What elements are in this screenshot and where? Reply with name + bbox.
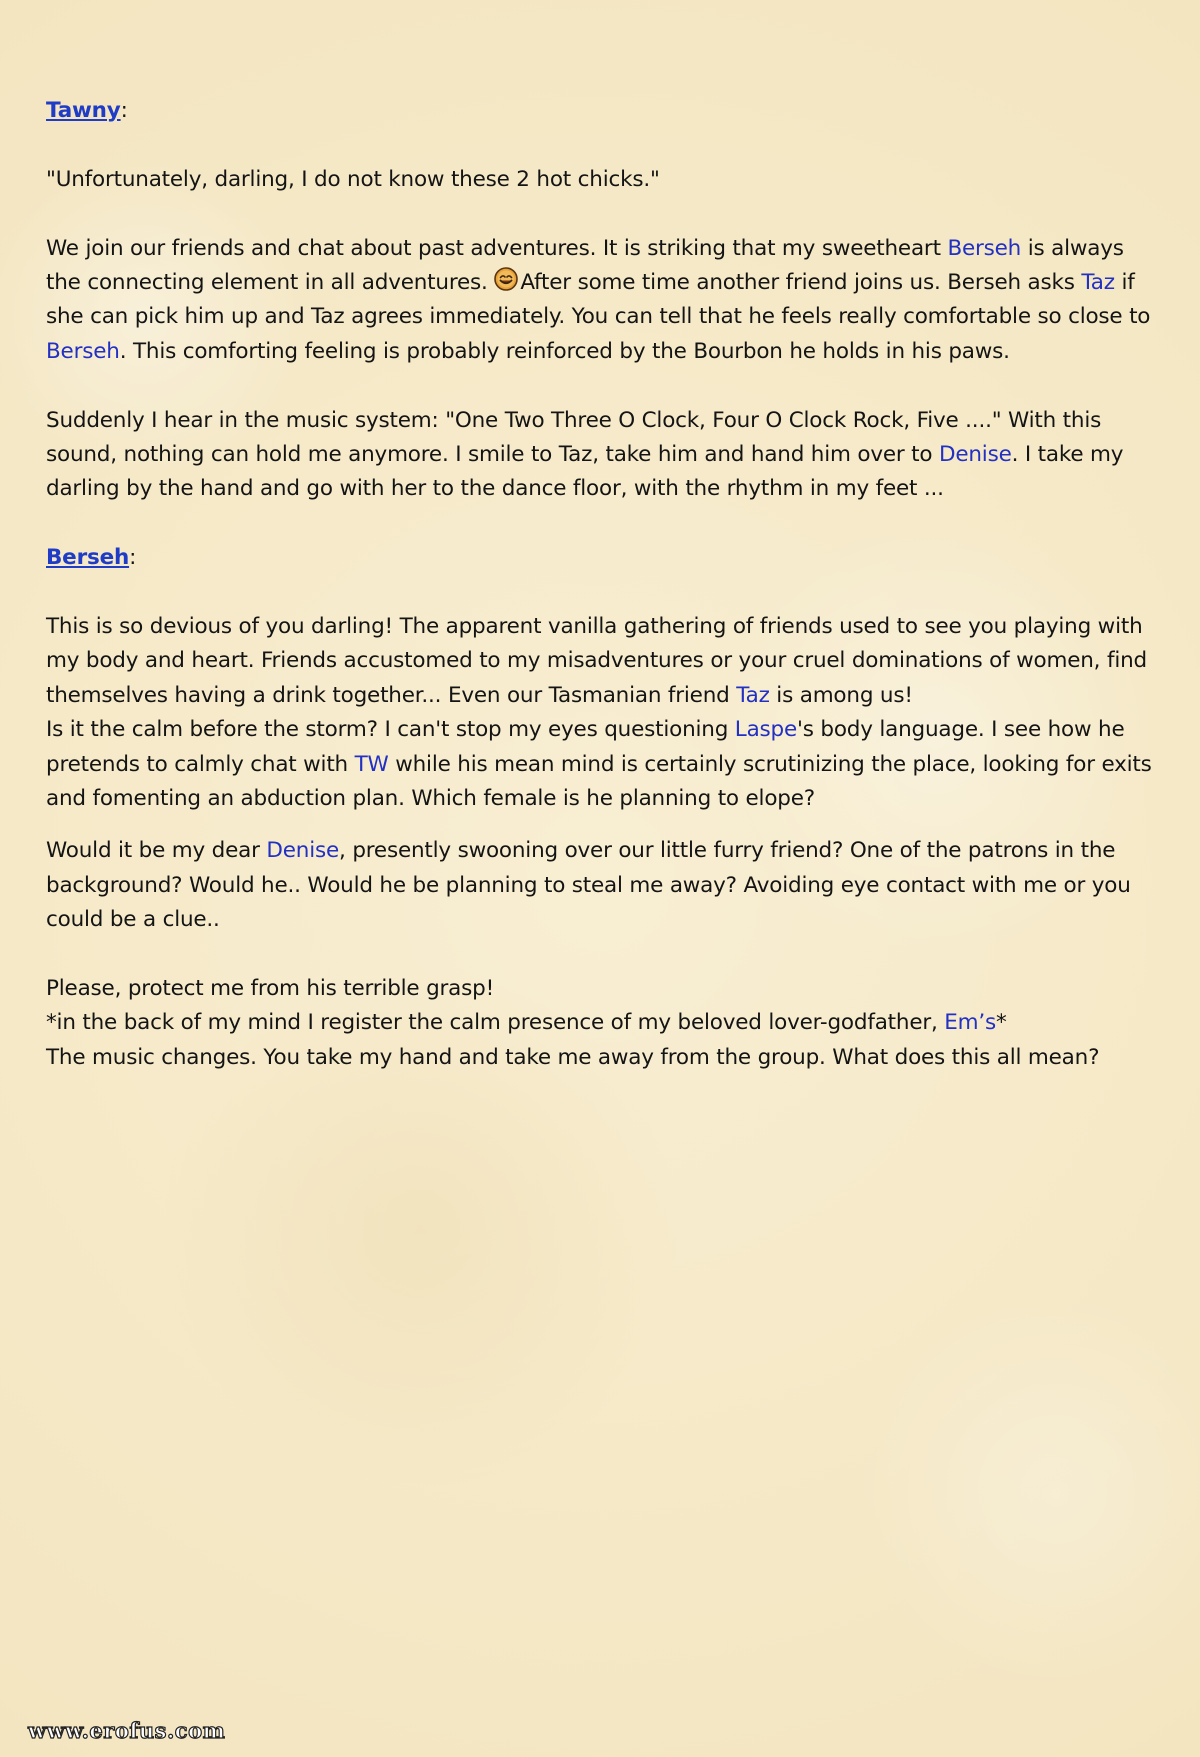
name-taz: Taz: [736, 682, 770, 708]
name-ems: Em’s: [944, 1010, 997, 1036]
name-denise: Denise: [266, 838, 340, 864]
speaker-heading-berseh: [46, 541, 1156, 575]
smiley-face-icon: [494, 267, 518, 291]
site-watermark: www.erofus.com: [28, 1718, 226, 1743]
heading-colon: :: [120, 98, 128, 123]
paragraph-join-friends: We join our friends and chat about past adventures. It is striking that my sweetheart Berseh is always the connecting element in all adventures. After some time another friend joins us. Berseh asks Taz if she can pick him up and Taz agrees immediately. You can tell that he feels really comfortable so close to Berseh. This comforting feeling is probably reinforced by the Bourbon he holds in his paws.: [46, 235, 1151, 364]
paragraph-music-changes: The music changes. You take my hand and take me away from the group. What does this all mean?: [46, 1044, 1100, 1070]
tawny-quote: "Unfortunately, darling, I do not know these 2 hot chicks.": [46, 166, 660, 192]
paragraph-devious: This is so devious of you darling! The apparent vanilla gathering of friends used to see you playing with my body and heart. Friends accustomed to my misadventures or your cruel dominations of women, find themselves having a drink together... Even our Tasmanian friend Taz is among us!: [46, 614, 1147, 708]
name-berseh: Berseh: [947, 235, 1022, 261]
speaker-heading-tawny: [46, 94, 1156, 128]
paragraph-protect-me: Please, protect me from his terrible grasp!: [46, 976, 495, 1002]
name-taz: Taz: [1081, 270, 1115, 295]
document-body: [46, 94, 1156, 1075]
paragraph-calm-before-storm: Is it the calm before the storm? I can't stop my eyes questioning Laspe's body language. I see how he pretends to calmly chat with TW while his mean mind is certainly scrutinizing the place, looking for exits and fomenting an abduction plan. Which female is he planning to elope?: [46, 717, 1152, 812]
name-laspe: Laspe: [734, 717, 798, 743]
name-berseh: Berseh: [46, 338, 120, 364]
name-tw: TW: [354, 751, 389, 777]
speaker-link-tawny[interactable]: Tawny: [46, 98, 121, 123]
heading-colon: :: [129, 545, 137, 571]
paragraph-dear-denise: Would it be my dear Denise, presently swooning over our little furry friend? One of the patrons in the background? Would he.. Would he be planning to steal me away? Avoiding eye contact with me or you could be a clue..: [46, 838, 1131, 933]
speaker-link-berseh[interactable]: Berseh: [46, 545, 130, 571]
name-denise: Denise: [938, 442, 1012, 468]
paragraph-back-of-mind: *in the back of my mind I register the calm presence of my beloved lover-godfather, Em’s*: [46, 1010, 1007, 1036]
paragraph-music-system: Suddenly I hear in the music system: "One Two Three O Clock, Four O Clock Rock, Five ...." With this sound, nothing can hold me anymore. I smile to Taz, take him and hand him over to Denise. I take my darling by the hand and go with her to the dance floor, with the rhythm in my feet ...: [46, 407, 1124, 502]
